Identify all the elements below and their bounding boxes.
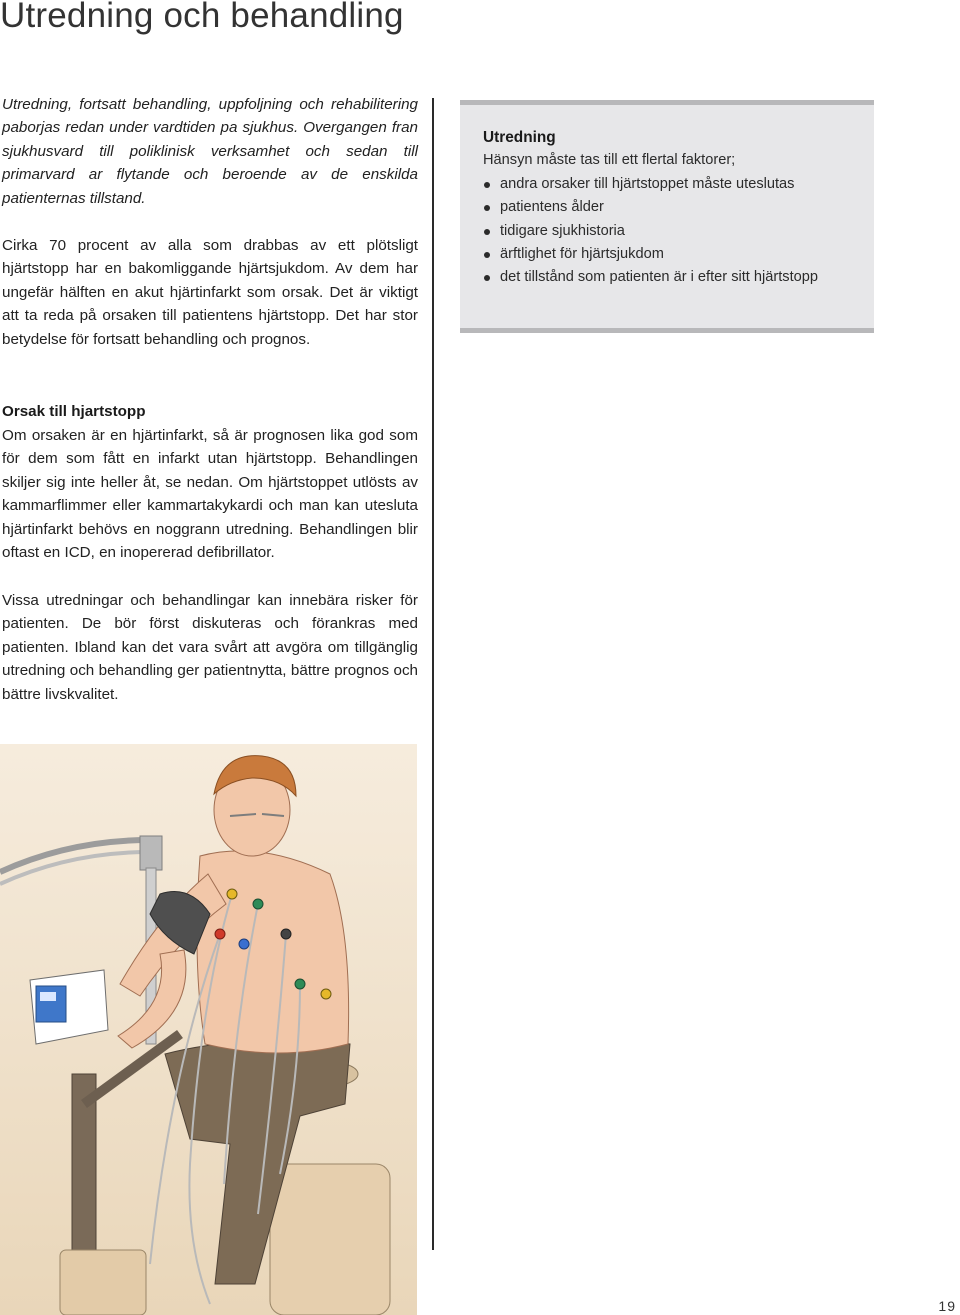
list-item: patientens ålder <box>483 196 852 219</box>
intro-paragraph: Utredning, fortsatt behandling, uppfoljning och rehabilitering paborjas redan under vardtiden pa sjukhus. Overgangen fran sjukhusvard till poliklinisk verksamhet och sedan till primarvard ar flytande och beroende av de enskilda patienternas tillstand. <box>2 96 418 207</box>
list-item: ärftlighet för hjärtsjukdom <box>483 243 852 266</box>
section-heading-cause: Orsak till hjartstopp <box>2 403 146 420</box>
bullet-icon <box>484 205 490 211</box>
cause-paragraph: Om orsaken är en hjärtinfarkt, så är prognosen lika god som för dem som fått en infarkt utan hjärtstopp. Behandlingen skiljer sig inte heller åt, se nedan. Om hjärtstoppet utlösts av kammarflimmer eller kammartakykardi och man kan utesluta hjärtinfarkt behövs en noggrann utredning. Behandlingen blir oftast en ICD, en inopererad defibrillator. <box>2 427 418 562</box>
exercise-test-illustration <box>0 744 417 1315</box>
info-box-title: Utredning <box>483 129 556 146</box>
page-title: Utredning och behandling <box>0 0 404 35</box>
cause-statistics-paragraph: Cirka 70 procent av alla som drabbas av ett plötsligt hjärtstopp har en bakomliggande hjärtsjukdom. Av dem har ungefär hälften en akut hjärtinfarkt som orsak. Det är viktigt att ta reda på orsaken till patientens hjärtstopp. Det har stor betydelse för fortsatt behandling och prognos. <box>2 237 418 348</box>
risks-paragraph: Vissa utredningar och behandlingar kan innebära risker för patienten. De bör först diskuteras och förankras med patienten. Ibland kan det vara svårt att avgöra om tillgänglig utredning och behandling ger patientnytta, bättre prognos och bättre livskvalitet. <box>2 592 418 703</box>
bullet-icon <box>484 275 490 281</box>
bullet-icon <box>484 182 490 188</box>
info-box-intro: Hänsyn måste tas till ett flertal faktorer; <box>483 152 736 169</box>
investigation-info-box <box>460 100 874 333</box>
info-box-list <box>483 173 852 290</box>
column-divider <box>432 98 434 1250</box>
list-item: det tillstånd som patienten är i efter sitt hjärtstopp <box>483 266 852 289</box>
list-item: andra orsaker till hjärtstoppet måste uteslutas <box>483 173 852 196</box>
bullet-icon <box>484 252 490 258</box>
bullet-icon <box>484 229 490 235</box>
list-item: tidigare sjukhistoria <box>483 220 852 243</box>
page-number: 19 <box>938 1298 956 1314</box>
patient-on-exercise-bike-image <box>0 744 417 1315</box>
